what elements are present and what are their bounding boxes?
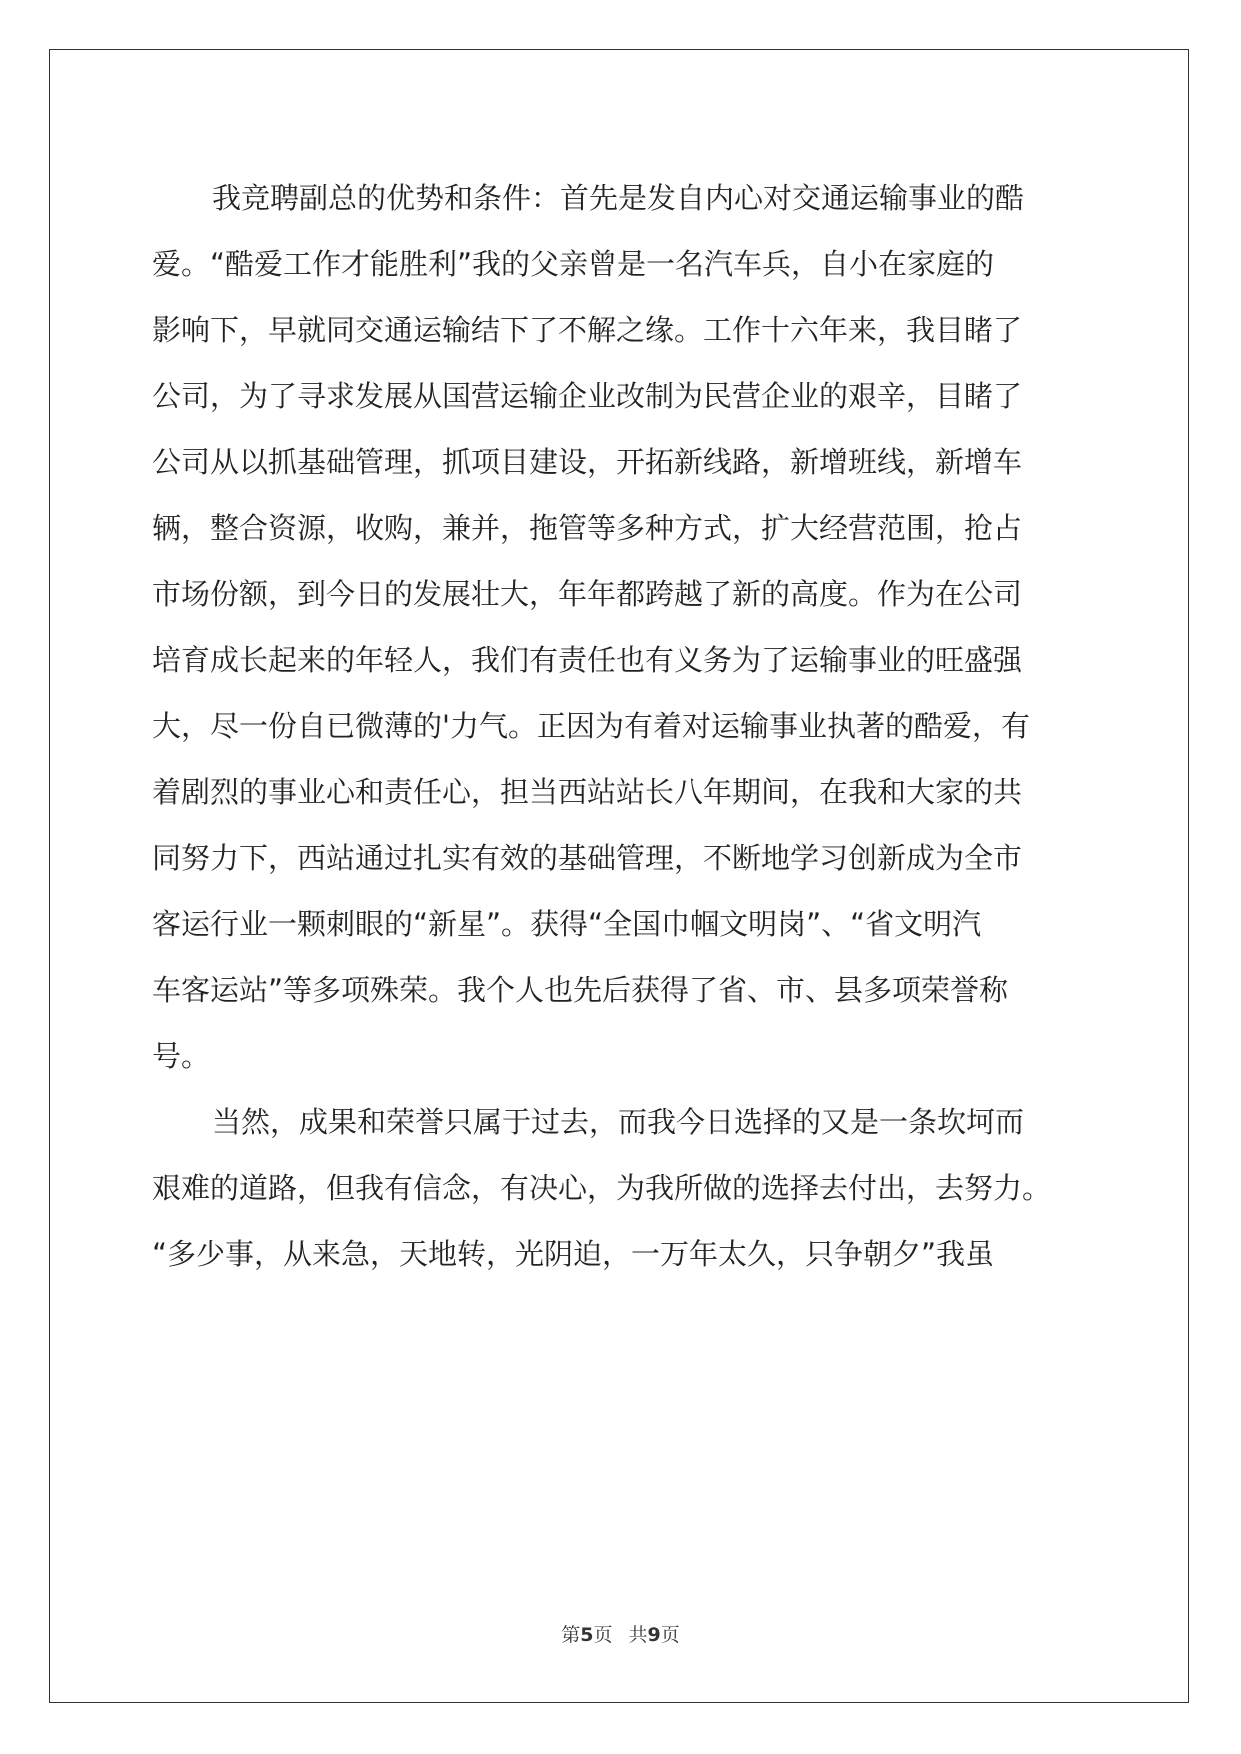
total-prefix: 共 (628, 1624, 648, 1646)
paragraph-line: 辆，整合资源，收购，兼并，拖管等多种方式，扩大经营范围，抢占 (152, 511, 1023, 545)
paragraph-line: 爱。“酷爱工作才能胜利”我的父亲曾是一名汽车兵，自小在家庭的 (152, 247, 995, 281)
page-prefix: 第 (561, 1624, 581, 1646)
paragraph-line: 当然，成果和荣誉只属于过去，而我今日选择的又是一条坎坷而 (212, 1105, 1025, 1139)
paragraph-line: 同努力下，西站通过扎实有效的基础管理，不断地学习创新成为全市 (152, 841, 1023, 875)
document-body (152, 165, 1092, 1287)
paragraph-line: 大，尽一份自已微薄的'力气。正因为有着对运输事业执著的酷爱，有 (152, 709, 1030, 743)
page-total: 9 (647, 1624, 661, 1646)
paragraph-line: 号。 (152, 1039, 211, 1073)
paragraph-line: 公司，为了寻求发展从国营运输企业改制为民营企业的艰辛，目睹了 (152, 379, 1023, 413)
page-footer (0, 1620, 1241, 1647)
total-suffix: 页 (660, 1624, 680, 1646)
paragraph-line: 客运行业一颗刺眼的“新星”。获得“全国巾帼文明岗”、“省文明汽 (152, 907, 982, 941)
paragraph-line: 着剧烈的事业心和责任心，担当西站站长八年期间，在我和大家的共 (152, 775, 1023, 809)
paragraph-line: 我竞聘副总的优势和条件：首先是发自内心对交通运输事业的酷 (212, 181, 1025, 215)
paragraph-line: “多少事，从来急，天地转，光阴迫，一万年太久，只争朝夕”我虽 (152, 1237, 995, 1271)
page-suffix: 页 (593, 1624, 613, 1646)
paragraph-line: 影响下，早就同交通运输结下了不解之缘。工作十六年来，我目睹了 (152, 313, 1023, 347)
paragraph-line: 培育成长起来的年轻人，我们有责任也有义务为了运输事业的旺盛强 (152, 643, 1023, 677)
paragraph-line: 市场份额，到今日的发展壮大，年年都跨越了新的高度。作为在公司 (152, 577, 1023, 611)
paragraph-line: 车客运站”等多项殊荣。我个人也先后获得了省、市、县多项荣誉称 (152, 973, 1009, 1007)
paragraph-line: 艰难的道路，但我有信念，有决心，为我所做的选择去付出，去努力。 (152, 1171, 1052, 1205)
page-current: 5 (580, 1624, 594, 1646)
paragraph-line: 公司从以抓基础管理，抓项目建设，开拓新线路，新增班线，新增车 (152, 445, 1023, 479)
